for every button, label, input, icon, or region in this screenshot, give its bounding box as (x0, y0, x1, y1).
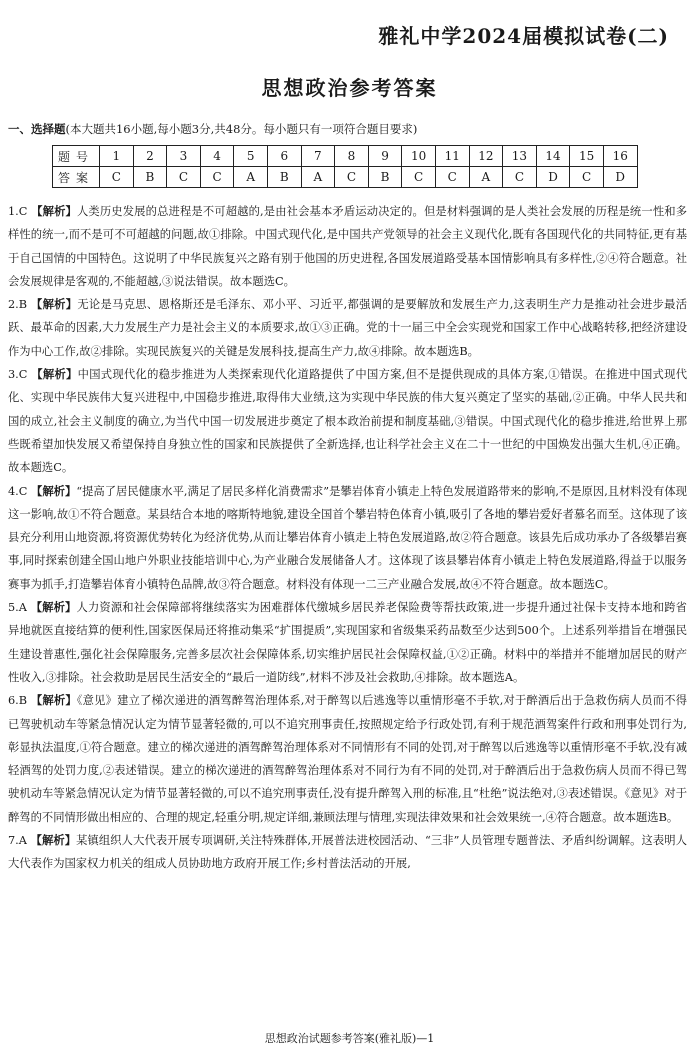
question-number: 1.C (8, 205, 28, 218)
number-cell: 16 (603, 146, 637, 167)
row-header-number: 题号 (53, 146, 100, 167)
question-number-row (53, 146, 638, 167)
question-number: 2.B (8, 298, 28, 312)
question-number: 4.C (8, 484, 28, 498)
number-cell: 8 (335, 146, 369, 167)
explanation-text: 某镇组织人大代表开展专项调研,关注特殊群体,开展普法进校园活动、“三非”人员管理专题普法、矛盾纠纷调解。这表明人大代表作为国家权力机关的组成人员协助地方政府开展工作;乡村普法活动的开展, (8, 834, 687, 871)
explanations (8, 200, 687, 876)
question-number: 6.B (8, 694, 28, 708)
answer-table (52, 145, 638, 188)
explanation-4 (8, 480, 687, 596)
explanation-3 (8, 363, 687, 479)
number-cell: 12 (469, 146, 503, 167)
page-title: 思想政治参考答案 (261, 76, 438, 100)
answer-cell: C (503, 167, 537, 188)
number-cell: 14 (536, 146, 570, 167)
explanation-text: 无论是马克思、恩格斯还是毛泽东、邓小平、习近平,都强调的是要解放和发展生产力,这表明生产力是推动社会进步最活跃、最革命的因素,大力发展生产力是社会主义的本质要求,故①③正确。党的十一届三中全会实现党和国家工作中心战略转移,把经济建设作为中心工作,故②排除。实现民族复兴的关键是发展科技,提高生产力,故④排除。故本题选B。 (8, 298, 688, 358)
explanation-text: 《意见》建立了梯次递进的酒驾醉驾治理体系,对于醉驾以后逃逸等以重情形毫不手软,对于醉酒后出于急救伤病人员而不得已驾驶机动车等紧急情况认定为情节显著轻微的,可以不追究刑事责任,按照规定给予行政处罚,有利于规范酒驾案件行政和刑事处罚行为,彰显执法温度,①符合题意。建立的梯次递进的酒驾醉驾治理体系对不同情形有不同的处罚,对于醉驾以后逃逸等以重情形毫不手软,没有减轻酒驾的处罚力度,②表述错误。建立的梯次递进的酒驾醉驾治理体系对不同行为有不同的处罚,对于醉酒后出于急救伤病人员而不得已驾驶机动车等紧急情况认定为情节显著轻微的,可以不追究刑事责任,没有提升醉驾入刑的标准,且“杜绝”说法绝对,③表述错误。《意见》对于醉驾的不同情形做出相应的、合理的规定,轻重分明,规定详细,兼顾法理与情理,实现法律效果和社会效果统一,④符合题意。故本题选B。 (8, 694, 687, 824)
answer-cell: A (469, 167, 503, 188)
answer-cell: B (267, 167, 301, 188)
answer-cell: D (536, 167, 570, 188)
answer-cell: C (100, 167, 134, 188)
question-number: 3.C (8, 368, 28, 382)
explanation-2 (8, 293, 687, 363)
analysis-tag: 【解析】 (30, 297, 78, 312)
number-cell: 9 (368, 146, 402, 167)
number-cell: 2 (133, 146, 167, 167)
explanation-text: 人力资源和社会保障部将继续落实为困难群体代缴城乡居民养老保险费等帮扶政策,进一步提升通过社保卡支持本地和跨省异地就医直接结算的便利性,国家医保局还将推动集采“扩围提质”,实现国家和省级集采药品数至少达到500个。上述系列举措旨在增强民生建设普惠性,强化社会保障服务,完善多层次社会保障体系,切实维护居民社会保障权益,①②正确。材料中的举措并不能增加居民的财产性收入,③排除。社会救助是居民生活安全的“最后一道防线”,材料不涉及社会救助,④排除。故本题选A。 (8, 601, 687, 684)
analysis-tag: 【解析】 (30, 833, 77, 848)
answer-cell: B (368, 167, 402, 188)
explanation-6 (8, 689, 687, 829)
question-number: 7.A (8, 834, 27, 848)
answer-cell: A (301, 167, 335, 188)
section-note: (本大题共16小题,每小题3分,共48分。每小题只有一项符合题目要求) (65, 122, 418, 136)
number-cell: 6 (267, 146, 301, 167)
section-heading (8, 121, 417, 137)
answer-row (53, 167, 638, 188)
number-cell: 10 (402, 146, 436, 167)
answer-cell: A (234, 167, 268, 188)
answer-cell: C (570, 167, 604, 188)
number-cell: 3 (167, 146, 201, 167)
number-cell: 4 (200, 146, 234, 167)
answer-cell: C (167, 167, 201, 188)
explanation-7 (8, 829, 687, 876)
number-cell: 7 (301, 146, 335, 167)
explanation-text: 中国式现代化的稳步推进为人类探索现代化道路提供了中国方案,但不是提供现成的具体方案,①错误。在推进中国式现代化、实现中华民族伟大复兴进程中,中国稳步推进,取得伟大业绩,这为实现中华民族的伟大复兴奠定了坚实的基础,②正确。中华人民共和国的成立,社会主义制度的确立,为当代中国一切发展进步奠定了根本政治前提和制度基础,③错误。中国式现代化的稳步推进,给世界上那些既希望加快发展又希望保持自身独立性的国家和民族提供了全新选择,也让科学社会主义在二十一世纪的中国焕发出强大生机,④正确。故本题选C。 (8, 368, 687, 475)
number-cell: 11 (435, 146, 469, 167)
number-cell: 5 (234, 146, 268, 167)
explanation-1 (8, 200, 687, 293)
analysis-tag: 【解析】 (31, 204, 77, 218)
answer-cell: B (133, 167, 167, 188)
analysis-tag: 【解析】 (31, 483, 77, 498)
number-cell: 15 (570, 146, 604, 167)
answer-cell: C (435, 167, 469, 188)
explanation-text: 人类历史发展的总进程是不可超越的,是由社会基本矛盾运动决定的。但是材料强调的是人类社会发展的历程是统一性和多样性的统一,而不是可不可超越的问题,故①排除。中国式现代化,是中国共产党领导的社会主义现代化,既有各国现代化的共同特征,更有基于自己国情的中国特色。这说明了中华民族复兴之路有别于他国的历史进程,各国发展道路受基本国情影响具有多样性,②④符合题意。社会发展规律是客观的,不能超越,③说法错误。故本题选C。 (8, 205, 687, 288)
explanation-text: “提高了居民健康水平,满足了居民多样化消费需求”是攀岩体育小镇走上特色发展道路带来的影响,不是原因,且材料没有体现这一影响,故①不符合题意。某县结合本地的喀斯特地貌,建设全国首个攀岩特色体育小镇,吸引了各地的攀岩爱好者慕名而至。这体现了该县充分利用山地资源,将资源优势转化为经济优势,从而让攀岩体育小镇走上特色发展道路,故②符合题意。该县先后成功承办了各级攀岩赛事,同时探索创建全国山地户外职业技能培训中心,为产业融合发展储备人才。这体现了该县攀岩体育小镇走上特色发展道路,得益于以服务赛事为抓手,打造攀岩体育小镇特色品牌,故③符合题意。材料没有体现一二三产业融合发展,故④不符合题意。故本题选C。 (8, 484, 687, 591)
analysis-tag: 【解析】 (30, 600, 77, 615)
section-label: 一、选择题 (8, 122, 66, 136)
answer-cell: C (335, 167, 369, 188)
number-cell: 1 (100, 146, 134, 167)
answer-cell: C (200, 167, 234, 188)
school-exam-title: 雅礼中学2024届模拟试卷(二) (378, 24, 669, 48)
analysis-tag: 【解析】 (31, 367, 78, 382)
row-header-answer: 答案 (53, 167, 100, 188)
explanation-5 (8, 596, 687, 689)
page-footer: 思想政治试题参考答案(雅礼版)—1 (264, 1032, 435, 1045)
question-number: 5.A (8, 601, 27, 615)
number-cell: 13 (503, 146, 537, 167)
answer-cell: C (402, 167, 436, 188)
answer-cell: D (603, 167, 637, 188)
analysis-tag: 【解析】 (30, 693, 77, 708)
